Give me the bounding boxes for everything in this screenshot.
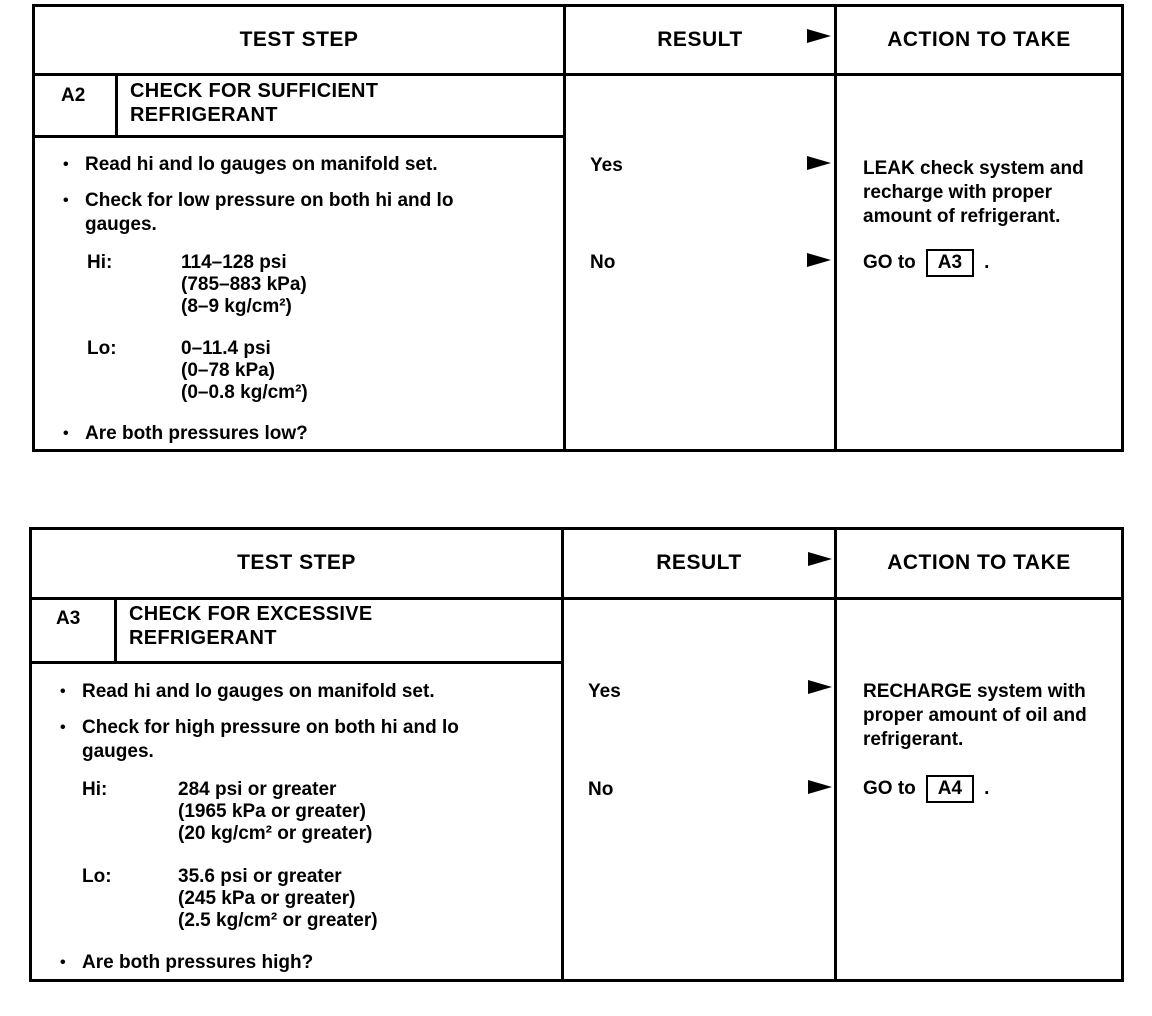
hi-values: 114–128 psi (785–883 kPa) (8–9 kg/cm²) bbox=[181, 252, 307, 317]
bullet-item: • Check for high pressure on both hi and lo gauges. bbox=[60, 717, 459, 762]
bullet-item: • Check for low pressure on both hi and lo gauges. bbox=[63, 190, 454, 235]
hi-label: Hi: bbox=[87, 252, 113, 273]
step-id: A3 bbox=[56, 608, 81, 629]
question: • Are both pressures low? bbox=[63, 423, 308, 444]
bullet-item: • Read hi and lo gauges on manifold set. bbox=[60, 681, 435, 702]
lo-values: 35.6 psi or greater (245 kPa or greater) (2.5 kg/cm² or greater) bbox=[178, 866, 378, 931]
step-title: CHECK FOR SUFFICIENT REFRIGERANT bbox=[130, 80, 379, 126]
step-title-divider bbox=[35, 135, 563, 138]
diagnostic-table-a2 bbox=[32, 4, 1124, 452]
header-result: RESULT bbox=[657, 28, 743, 51]
goto-step-link[interactable]: A3 bbox=[926, 249, 974, 277]
header-divider bbox=[35, 73, 1121, 76]
header-test-step: TEST STEP bbox=[237, 551, 356, 574]
arrow-right-icon bbox=[807, 29, 831, 43]
lo-values: 0–11.4 psi (0–78 kPa) (0–0.8 kg/cm²) bbox=[181, 338, 308, 403]
step-id-divider bbox=[114, 597, 117, 661]
arrow-right-icon bbox=[807, 253, 831, 267]
lo-label: Lo: bbox=[87, 338, 117, 359]
bullet-item: • Read hi and lo gauges on manifold set. bbox=[63, 154, 438, 175]
result-no: No bbox=[590, 252, 616, 273]
goto-step-link[interactable]: A4 bbox=[926, 775, 974, 803]
arrow-right-icon bbox=[808, 680, 832, 694]
result-no: No bbox=[588, 779, 614, 800]
step-id-divider bbox=[115, 73, 118, 135]
action-no: GO to A4 . bbox=[863, 775, 989, 803]
hi-values: 284 psi or greater (1965 kPa or greater) (20 kg/cm² or greater) bbox=[178, 779, 373, 844]
step-title: CHECK FOR EXCESSIVE REFRIGERANT bbox=[129, 603, 373, 649]
arrow-right-icon bbox=[808, 552, 832, 566]
header-divider bbox=[32, 597, 1121, 600]
lo-label: Lo: bbox=[82, 866, 112, 887]
step-title-divider bbox=[32, 661, 561, 664]
action-yes: LEAK check system and recharge with proper amount of refrigerant. bbox=[863, 158, 1084, 227]
arrow-right-icon bbox=[808, 780, 832, 794]
action-yes: RECHARGE system with proper amount of oil and refrigerant. bbox=[863, 681, 1087, 750]
result-yes: Yes bbox=[590, 155, 623, 176]
action-no: GO to A3 . bbox=[863, 249, 989, 277]
diagnostic-table-a3 bbox=[29, 527, 1124, 982]
question: • Are both pressures high? bbox=[60, 952, 314, 973]
result-yes: Yes bbox=[588, 681, 621, 702]
arrow-right-icon bbox=[807, 156, 831, 170]
header-test-step: TEST STEP bbox=[239, 28, 359, 51]
hi-label: Hi: bbox=[82, 779, 108, 800]
step-id: A2 bbox=[61, 85, 86, 106]
header-result: RESULT bbox=[656, 551, 742, 574]
header-action: ACTION TO TAKE bbox=[887, 551, 1071, 574]
header-action: ACTION TO TAKE bbox=[887, 28, 1071, 51]
